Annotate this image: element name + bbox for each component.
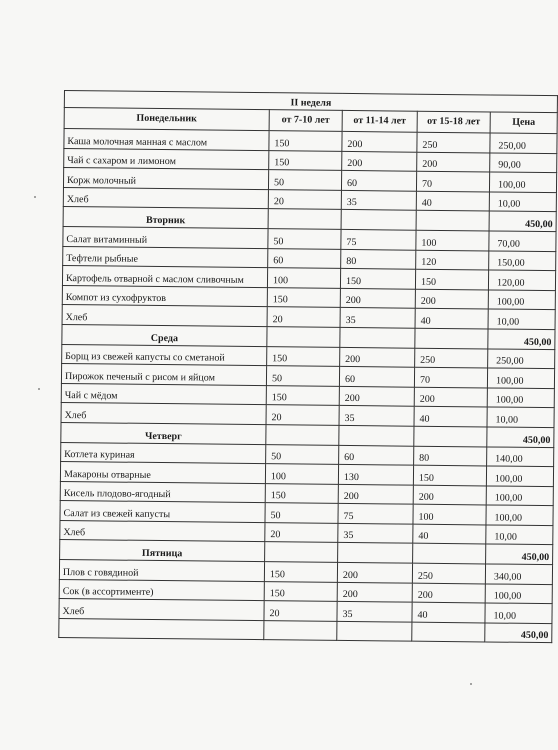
empty-cell	[339, 425, 414, 445]
item-price: 140,00	[487, 446, 554, 466]
empty-cell	[341, 210, 416, 230]
portion-15-18: 150	[415, 269, 488, 289]
portion-15-18: 250	[412, 563, 485, 583]
portion-15-18: 150	[413, 465, 486, 485]
empty-cell	[338, 543, 413, 563]
empty-cell	[415, 328, 488, 348]
portion-11-14: 35	[340, 308, 415, 328]
item-price: 340,00	[485, 564, 552, 584]
portion-11-14: 60	[339, 367, 414, 387]
portion-11-14: 200	[339, 386, 414, 406]
portion-7-10: 20	[265, 523, 338, 543]
portion-7-10: 100	[265, 464, 338, 484]
item-price: 120,00	[488, 270, 555, 290]
dish-name: Плов с говядиной	[59, 560, 264, 582]
portion-15-18: 200	[417, 152, 490, 172]
portion-11-14: 35	[341, 190, 416, 210]
item-price: 70,00	[489, 231, 556, 251]
portion-11-14: 35	[338, 523, 413, 543]
dish-name: Компот из сухофруктов	[62, 285, 267, 307]
portion-11-14: 150	[340, 269, 415, 289]
item-price: 100,00	[486, 466, 553, 486]
item-price: 250,00	[488, 348, 555, 368]
portion-7-10: 150	[264, 562, 337, 582]
portion-15-18: 40	[416, 191, 489, 211]
empty-cell	[265, 542, 338, 562]
menu-sheet	[58, 90, 553, 643]
item-price: 250,00	[490, 133, 557, 153]
empty-cell	[59, 618, 264, 640]
empty-cell	[268, 209, 341, 229]
dish-name: Хлеб	[63, 187, 268, 209]
portion-7-10: 50	[268, 170, 341, 190]
portion-15-18: 200	[415, 289, 488, 309]
dish-name: Макароны отварные	[60, 462, 265, 484]
header-price: Цена	[490, 112, 557, 134]
empty-cell	[340, 327, 415, 347]
header-age-15-18: от 15-18 лет	[417, 111, 490, 133]
portion-7-10: 20	[268, 189, 341, 209]
portion-15-18: 120	[416, 250, 489, 270]
portion-15-18: 100	[416, 230, 489, 250]
day-total: 450,00	[486, 544, 553, 564]
item-price: 10,00	[487, 407, 554, 427]
portion-11-14: 60	[339, 445, 414, 465]
portion-11-14: 200	[342, 131, 417, 151]
portion-7-10: 150	[267, 287, 340, 307]
portion-11-14: 60	[341, 171, 416, 191]
item-price: 100,00	[486, 486, 553, 506]
day-name: Вторник	[63, 207, 268, 229]
portion-11-14: 200	[337, 562, 412, 582]
final-total-row	[59, 618, 552, 643]
item-price: 100,00	[489, 172, 556, 192]
portion-7-10: 60	[268, 248, 341, 268]
final-total: 450,00	[485, 623, 552, 643]
empty-cell	[267, 327, 340, 347]
header-age-7-10: от 7-10 лет	[269, 110, 342, 132]
portion-11-14: 200	[340, 347, 415, 367]
portion-7-10: 150	[266, 385, 339, 405]
item-price: 10,00	[488, 309, 555, 329]
portion-15-18: 100	[413, 504, 486, 524]
menu-table-body	[59, 91, 558, 644]
item-price: 90,00	[490, 153, 557, 173]
portion-11-14: 200	[337, 582, 412, 602]
dish-name: Котлета куриная	[61, 442, 266, 464]
week-title: II неделя	[64, 91, 557, 113]
item-price: 100,00	[487, 388, 554, 408]
portion-15-18: 40	[415, 309, 488, 329]
portion-7-10: 100	[267, 268, 340, 288]
portion-7-10: 150	[264, 581, 337, 601]
portion-15-18: 200	[413, 485, 486, 505]
dish-name: Хлеб	[62, 305, 267, 327]
portion-7-10: 50	[265, 503, 338, 523]
dish-name: Салат из свежей капусты	[60, 501, 265, 523]
portion-11-14: 35	[339, 406, 414, 426]
portion-15-18: 200	[414, 387, 487, 407]
item-price: 100,00	[486, 505, 553, 525]
portion-11-14: 200	[342, 151, 417, 171]
empty-cell	[337, 621, 412, 641]
item-price: 150,00	[489, 251, 556, 271]
day-total: 450,00	[489, 211, 556, 231]
day-name: Среда	[62, 324, 267, 346]
dish-name: Сок (в ассортименте)	[59, 579, 264, 601]
portion-7-10: 50	[268, 229, 341, 249]
empty-cell	[416, 211, 489, 231]
day-name: Четверг	[61, 422, 266, 444]
dish-name: Картофель отварной с маслом сливочным	[62, 266, 267, 288]
dish-name: Корж молочный	[63, 168, 268, 190]
portion-15-18: 70	[414, 367, 487, 387]
portion-7-10: 20	[264, 601, 337, 621]
portion-7-10: 150	[267, 346, 340, 366]
portion-7-10: 150	[269, 131, 342, 151]
portion-15-18: 40	[414, 406, 487, 426]
portion-7-10: 20	[267, 307, 340, 327]
dish-name: Чай с сахаром и лимоном	[64, 148, 269, 170]
dish-name: Хлеб	[59, 599, 264, 621]
portion-11-14: 130	[338, 464, 413, 484]
portion-11-14: 75	[341, 229, 416, 249]
item-price: 100,00	[485, 584, 552, 604]
portion-7-10: 50	[266, 444, 339, 464]
portion-15-18: 80	[414, 446, 487, 466]
day-name: Понедельник	[64, 108, 269, 131]
dish-name: Кисель плодово-ягодный	[60, 481, 265, 503]
empty-cell	[414, 426, 487, 446]
portion-11-14: 35	[337, 602, 412, 622]
dish-name: Пирожок печеный с рисом и яйцом	[61, 364, 266, 386]
day-total: 450,00	[488, 329, 555, 349]
portion-15-18: 200	[412, 583, 485, 603]
header-age-11-14: от 11-14 лет	[342, 110, 417, 132]
portion-7-10: 50	[266, 366, 339, 386]
portion-15-18: 70	[416, 171, 489, 191]
dish-name: Борщ из свежей капусты со сметаной	[62, 344, 267, 366]
item-price: 10,00	[485, 603, 552, 623]
item-price: 10,00	[486, 525, 553, 545]
dish-name: Салат витаминный	[63, 226, 268, 248]
dish-name: Хлеб	[61, 403, 266, 425]
dish-name: Каша молочная манная с маслом	[64, 129, 269, 151]
portion-7-10: 150	[265, 483, 338, 503]
portion-15-18: 250	[415, 348, 488, 368]
item-price: 100,00	[488, 290, 555, 310]
portion-15-18: 40	[413, 524, 486, 544]
dish-name: Хлеб	[60, 520, 265, 542]
portion-11-14: 75	[338, 504, 413, 524]
empty-cell	[266, 425, 339, 445]
empty-cell	[412, 622, 485, 642]
portion-15-18: 250	[417, 132, 490, 152]
empty-cell	[413, 544, 486, 564]
day-total: 450,00	[487, 427, 554, 447]
item-price: 10,00	[489, 192, 556, 212]
empty-cell	[264, 620, 337, 640]
item-price: 100,00	[487, 368, 554, 388]
portion-7-10: 150	[269, 150, 342, 170]
portion-7-10: 20	[266, 405, 339, 425]
portion-11-14: 80	[341, 249, 416, 269]
dish-name: Тефтели рыбные	[63, 246, 268, 268]
portion-11-14: 200	[340, 288, 415, 308]
portion-15-18: 40	[412, 602, 485, 622]
dish-name: Чай с мёдом	[61, 383, 266, 405]
day-name: Пятница	[60, 540, 265, 562]
menu-table	[58, 90, 558, 644]
portion-11-14: 200	[338, 484, 413, 504]
